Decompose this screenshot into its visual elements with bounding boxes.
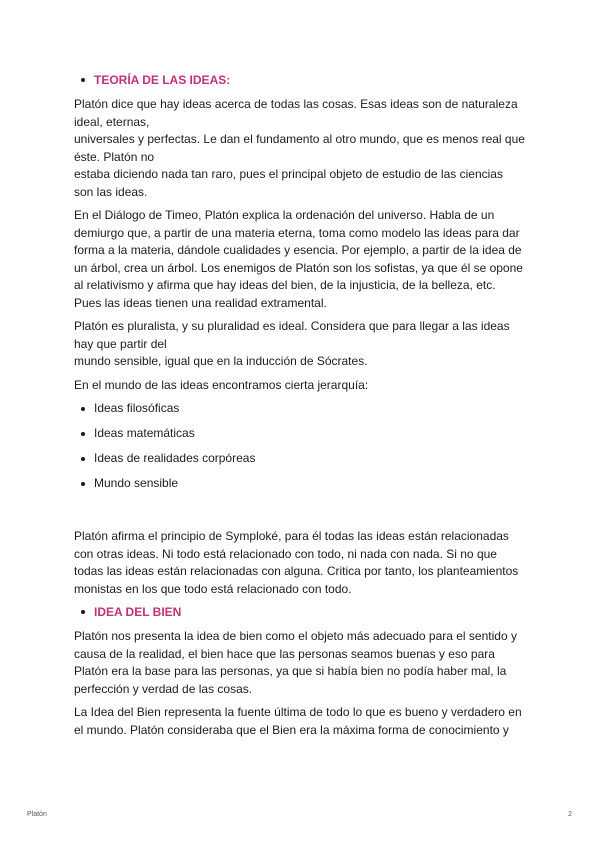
text-line: demiurgo que, a partir de una materia eterna, toma como modelo las ideas para dar (74, 225, 520, 240)
text-line: ideal, eternas, (74, 114, 150, 129)
text-line: En el Diálogo de Timeo, Platón explica la ordenación del universo. Habla de un (74, 208, 495, 222)
heading-idea-del-bien (74, 604, 534, 621)
list-item-label: Ideas de realidades corpóreas (94, 451, 256, 465)
text-line: éste. Platón no (74, 149, 155, 164)
text-line: Platón afirma el principio de Symploké, para él todas las ideas están relacionadas (74, 529, 509, 543)
text-line: La Idea del Bien representa la fuente última de todo lo que es bueno y verdadero en (74, 705, 522, 719)
heading-text: IDEA DEL BIEN (94, 605, 182, 619)
text-line: En el mundo de las ideas encontramos cierta jerarquía: (74, 377, 369, 392)
list-item (74, 450, 534, 475)
text-line: un árbol, crea un árbol. Los enemigos de Platón son los sofistas, ya que él se opone (74, 260, 523, 275)
text-line: universales y perfectas. Le dan el fundamento al otro mundo, que es menos real que (74, 132, 525, 146)
text-line: causa de la realidad, el bien hace que las personas seamos buenas y eso para (74, 646, 495, 661)
paragraph-teoria-5 (74, 528, 534, 598)
paragraph-bien-2 (74, 704, 534, 739)
list-item (74, 475, 534, 500)
text-line: perfección y verdad de las cosas. (74, 681, 253, 696)
text-line: hay que partir del (74, 336, 167, 351)
text-line: el mundo. Platón consideraba que el Bien era la máxima forma de conocimiento y (74, 722, 509, 737)
text-line: mundo sensible, igual que en la inducción de Sócrates. (74, 354, 368, 368)
hierarchy-list (74, 400, 534, 500)
text-line: Pues las ideas tienen una realidad extramental. (74, 295, 327, 310)
text-line: con otras ideas. Ni todo está relacionado con todo, ni nada con nada. Si no que (74, 546, 497, 561)
text-line: Platón dice que hay ideas acerca de todas las cosas. Esas ideas son de naturaleza (74, 97, 518, 111)
text-line: estaba diciendo nada tan raro, pues el principal objeto de estudio de las ciencias (74, 167, 503, 181)
spacer (74, 500, 534, 528)
bullet-dot-icon (81, 457, 85, 461)
text-line: Platón era la base para las personas, ya que si había bien no podía haber mal, la (74, 664, 507, 678)
text-line: todas las ideas están relacionadas con alguna. Critica por tanto, los planteamientos (74, 564, 519, 578)
paragraph-teoria-4 (74, 377, 534, 395)
paragraph-teoria-2 (74, 207, 534, 312)
text-line: al relativismo y afirma que hay ideas del bien, de la injusticia, de la belleza, etc. (74, 278, 496, 292)
bullet-dot-icon (81, 482, 85, 486)
list-item-label: Ideas matemáticas (94, 426, 195, 440)
bullet-dot-icon (81, 78, 85, 82)
list-item (74, 400, 534, 425)
bullet-dot-icon (81, 432, 85, 436)
text-line: forma a la materia, dándole cualidades y esencia. Por ejemplo, a partir de la idea de (74, 243, 522, 257)
paragraph-teoria-1 (74, 96, 534, 201)
page-number: 2 (568, 811, 572, 818)
text-line: Platón nos presenta la idea de bien como el objeto más adecuado para el sentido y (74, 629, 517, 643)
heading-teoria-de-las-ideas (74, 72, 534, 89)
list-item-label: Ideas filosóficas (94, 401, 180, 415)
text-line: Platón es pluralista, y su pluralidad es ideal. Considera que para llegar a las ideas (74, 319, 510, 333)
paragraph-teoria-3 (74, 318, 534, 371)
paragraph-bien-1 (74, 628, 534, 698)
list-item (74, 425, 534, 450)
heading-text: TEORÍA DE LAS IDEAS: (94, 73, 231, 87)
text-line: monistas en los que todo está relacionado con todo. (74, 581, 352, 596)
text-line: son las ideas. (74, 184, 148, 199)
footer-title: Platón (27, 811, 47, 818)
bullet-dot-icon (81, 610, 85, 614)
list-item-label: Mundo sensible (94, 476, 179, 490)
page-content (74, 66, 534, 745)
bullet-dot-icon (81, 407, 85, 411)
